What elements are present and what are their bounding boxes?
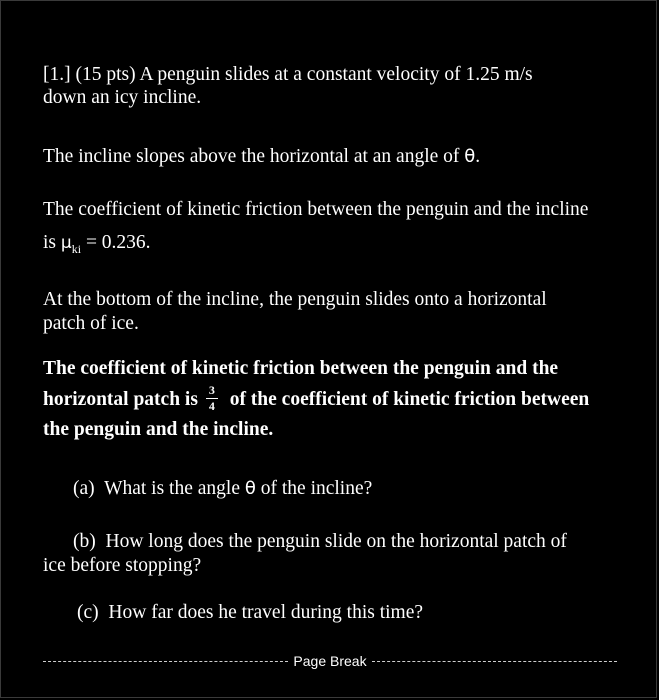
- question-a-text-pre: What is the angle: [104, 478, 245, 499]
- bottom-statement-line2: patch of ice.: [43, 313, 139, 334]
- incline-angle-statement: [43, 145, 480, 169]
- bold-line2-post: of the coefficient of kinetic friction between: [224, 389, 590, 410]
- question-a-text-post: of the incline?: [255, 478, 373, 499]
- fraction-denominator: 4: [208, 399, 215, 413]
- question-a: [73, 477, 372, 501]
- question-c-label: (c): [77, 602, 99, 623]
- bold-statement-line2: [43, 383, 590, 413]
- theta-symbol: θ: [464, 146, 476, 167]
- page-break-right-rule: [372, 661, 617, 662]
- fraction-numerator: 3: [208, 383, 215, 397]
- question-b-line2: ice before stopping?: [43, 555, 202, 576]
- bold-statement-line1: The coefficient of kinetic friction between the penguin and the: [43, 358, 559, 379]
- problem-intro-line2: down an icy incline.: [43, 87, 202, 108]
- bottom-statement-line1: At the bottom of the incline, the penguin slides onto a horizontal: [43, 289, 547, 310]
- bold-line2-pre: horizontal patch is: [43, 389, 203, 410]
- incline-text: The incline slopes above the horizontal at an angle of: [43, 146, 465, 167]
- question-b-label: (b): [73, 531, 96, 552]
- question-a-theta: θ: [244, 478, 256, 499]
- question-c: [77, 601, 423, 625]
- friction-is: is: [43, 232, 61, 253]
- problem-number: [1.]: [43, 64, 71, 85]
- bold-statement-line3: the penguin and the incline.: [43, 419, 274, 440]
- question-b-line1: [73, 530, 567, 554]
- question-c-text: How far does he travel during this time?: [108, 602, 424, 623]
- fraction-three-quarters: [205, 383, 219, 413]
- question-a-label: (a): [73, 478, 95, 499]
- problem-intro-line1: [43, 63, 533, 87]
- question-b-text: How long does the penguin slide on the horizontal patch of: [105, 531, 567, 552]
- incline-end: .: [475, 146, 481, 167]
- friction-statement-line1: The coefficient of kinetic friction between the penguin and the incline: [43, 199, 589, 220]
- intro-text: A penguin slides at a constant velocity of 1.25 m/s: [139, 64, 533, 85]
- friction-value: = 0.236.: [81, 232, 151, 253]
- mu-symbol: μ: [60, 233, 72, 253]
- page-break-left-rule: [43, 661, 288, 662]
- page-break-label: Page Break: [293, 653, 367, 669]
- mu-subscript: ki: [71, 242, 82, 256]
- problem-points: (15 pts): [75, 64, 136, 85]
- friction-statement-line2: [43, 231, 151, 261]
- page-break: [43, 651, 617, 671]
